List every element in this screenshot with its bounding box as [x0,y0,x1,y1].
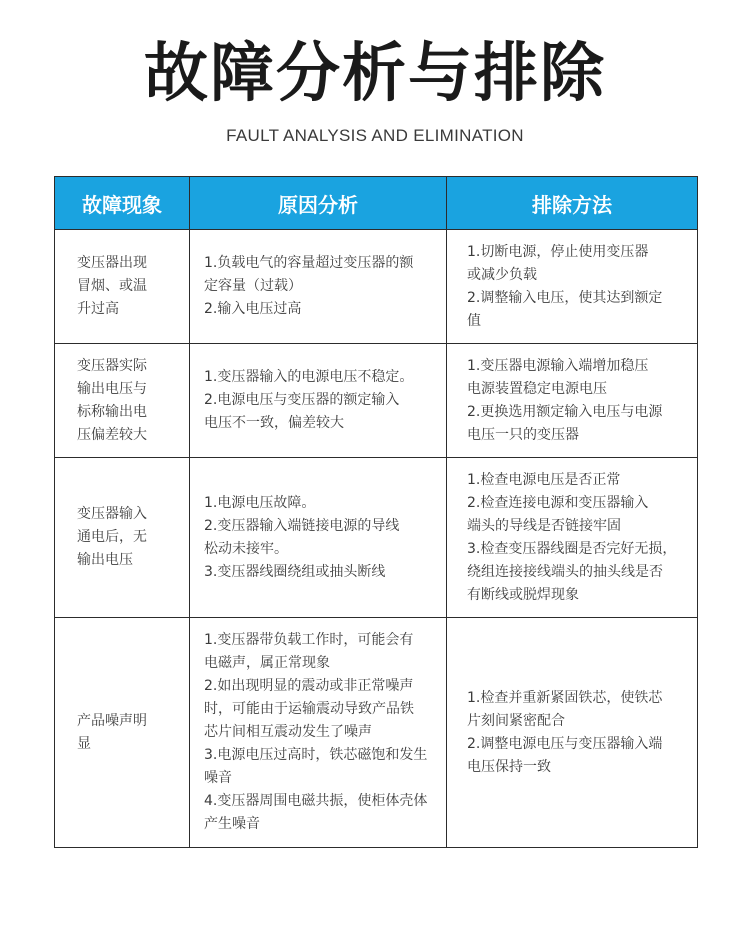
column-header-solution: 排除方法 [447,177,698,230]
symptom-text: 变压器出现 冒烟、或温 升过高 [77,255,147,317]
solution-cell [447,230,698,344]
solution-text: 1.检查电源电压是否正常 2.检查连接电源和变压器输入 端头的导线是否链接牢固 3.检查变压器线圈是否完好无损， 绕组连接接线端头的抽头线是否 有断线或脱焊现象 [467,471,677,603]
page-subtitle: FAULT ANALYSIS AND ELIMINATION [226,126,524,145]
solution-cell [447,458,698,618]
symptom-cell [55,618,190,848]
page-title: 故障分析与排除 [144,37,606,111]
table-row [55,618,698,848]
table-row [55,344,698,458]
solution-text: 1.检查并重新紧固铁芯，使铁芯 片刻间紧密配合 2.调整电源电压与变压器输入端 电压保持一致 [467,689,663,775]
solution-text: 1.切断电源，停止使用变压器 或减少负载 2.调整输入电压，使其达到额定 值 [467,243,663,329]
column-header-cause: 原因分析 [190,177,447,230]
table-row [55,458,698,618]
cause-text: 1.电源电压故障。 2.变压器输入端链接电源的导线 松动未接牢。 3.变压器线圈绕组或抽头断线 [204,494,400,580]
solution-text: 1.变压器电源输入端增加稳压 电源装置稳定电源电压 2.更换选用额定输入电压与电源 电压一只的变压器 [467,357,663,443]
symptom-cell [55,230,190,344]
symptom-text: 变压器输入 通电后，无 输出电压 [77,506,147,568]
symptom-text: 变压器实际 输出电压与 标称输出电 压偏差较大 [77,357,147,443]
table-row [55,230,698,344]
cause-cell [190,230,447,344]
cause-text: 1.变压器带负载工作时，可能会有 电磁声，属正常现象 2.如出现明显的震动或非正常噪声 时，可能由于运输震动导致产品铁 芯片间相互震动发生了噪声 3.电源电压过高时，铁芯磁饱和发生 噪音 4.变压器周围电磁共振，使柜体壳体 产生噪音 [204,632,428,832]
symptom-cell [55,344,190,458]
solution-cell [447,618,698,848]
symptom-cell [55,458,190,618]
column-header-symptom: 故障现象 [55,177,190,230]
cause-cell [190,458,447,618]
fault-analysis-table [54,176,698,848]
cause-cell [190,618,447,848]
symptom-text: 产品噪声明 显 [77,712,147,752]
table-header-row [55,177,698,230]
cause-text: 1.负载电气的容量超过变压器的额 定容量（过载） 2.输入电压过高 [204,255,414,317]
solution-cell [447,344,698,458]
cause-text: 1.变压器输入的电源电压不稳定。 2.电源电压与变压器的额定输入 电压不一致，偏差较大 [204,369,414,431]
cause-cell [190,344,447,458]
